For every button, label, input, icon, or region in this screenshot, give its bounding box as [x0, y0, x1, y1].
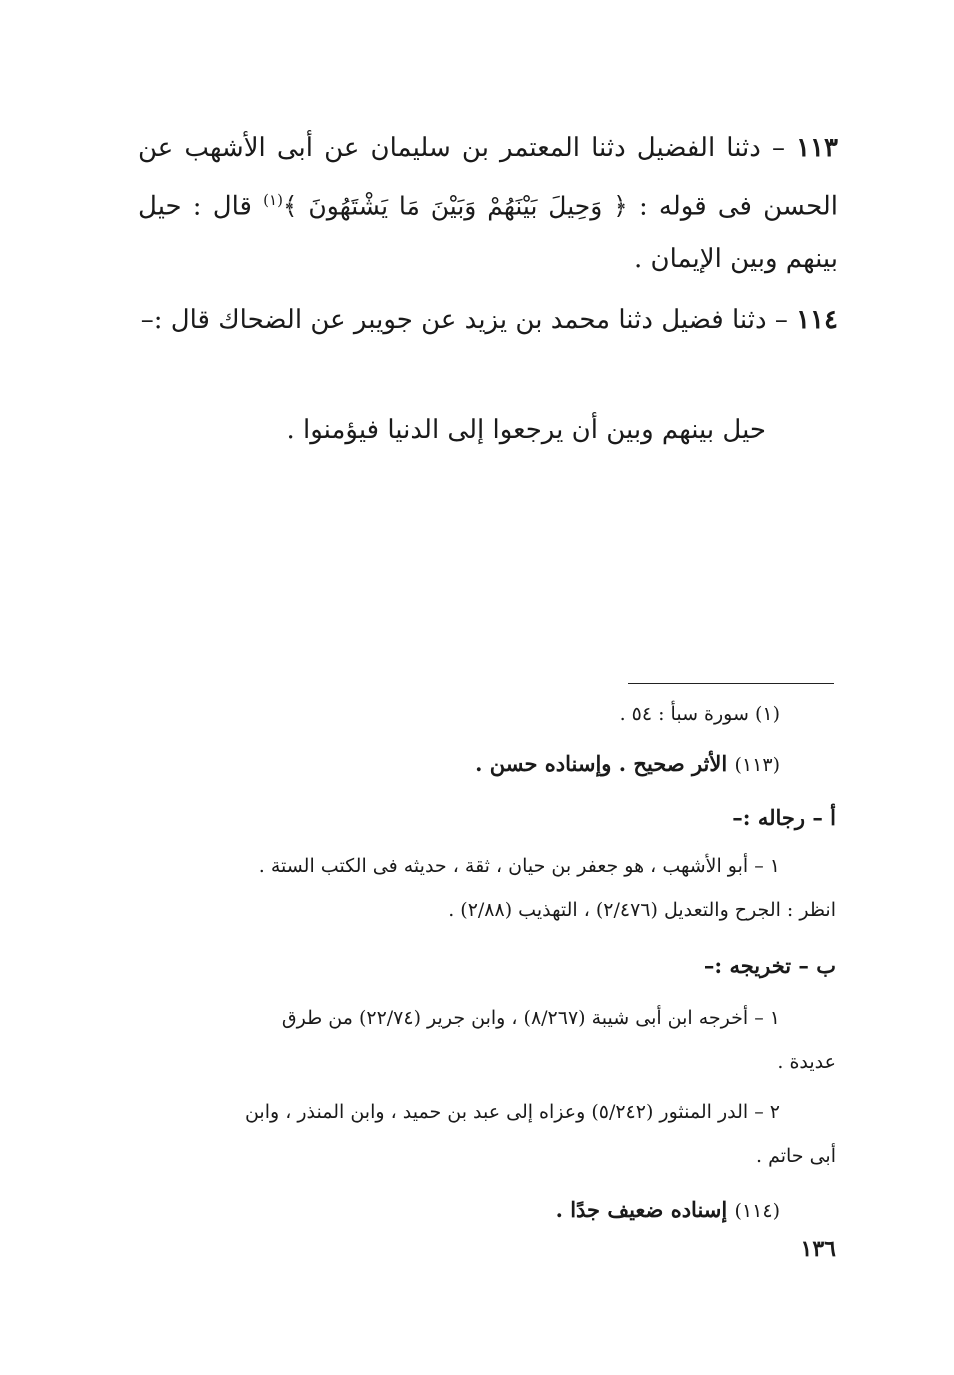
footnote-divider	[628, 683, 834, 684]
note-113	[138, 742, 836, 787]
entry-number: ١١٤	[796, 305, 838, 335]
takhrij-note-line: عديدة .	[777, 1051, 836, 1073]
entry-dash: –	[760, 133, 797, 163]
hadith-entry-114	[138, 294, 838, 346]
note-label: (١١٤)	[734, 1200, 780, 1222]
narrator-note-line: انظر : الجرح والتعديل (٢/٤٧٦) ، التهذيب (٢/٨٨) .	[448, 899, 836, 921]
page-number: ١٣٦	[800, 1236, 836, 1262]
entry-number: ١١٣	[796, 133, 838, 163]
quoted-statement: حيل بينهم وبين أن يرجعوا إلى الدنيا فيؤمنوا .	[286, 415, 766, 445]
note-label: (١١٣)	[734, 754, 780, 776]
narrator-note-line: ١ – أبو الأشهب ، هو جعفر بن حيان ، ثقة ، حديثه فى الكتب الستة .	[258, 855, 780, 877]
takhrij-note-line: ٢ – الدر المنثور (٥/٢٤٢) وعزاه إلى عبد بن حميد ، وابن المنذر ، وابن	[244, 1101, 780, 1123]
note-114	[138, 1188, 836, 1233]
note-grading: إسناده ضعيف جدًا .	[555, 1197, 735, 1222]
entry-text-continued: قال : حيل بينهم وبين الإيمان .	[138, 191, 838, 274]
entry-dash: –	[766, 305, 797, 335]
takhrij-note-line: ١ – أخرجه ابن أبى شيبة (٨/٢٦٧) ، وابن جرير (٢٢/٧٤) من طرق	[281, 1007, 780, 1029]
footnote-1: (١) سورة سبأ : ٥٤ .	[619, 703, 780, 725]
quran-verse: ﴿ وَحِيلَ بَيْنَهُمْ وَبَيْنَ مَا يَشْتَهُونَ ﴾	[282, 191, 628, 221]
section-heading-narrators: أ – رجاله :–	[732, 805, 836, 830]
note-grading: الأثر صحيح . وإسناده حسن .	[475, 751, 735, 776]
hadith-entry-113	[138, 122, 838, 285]
section-heading-takhrij: ب – تخريجه :–	[703, 953, 836, 978]
footnote-reference: (١)	[263, 191, 283, 209]
entry-text: دثنا فضيل دثنا محمد بن يزيد عن جويبر عن الضحاك قال :–	[140, 305, 767, 335]
entry-text: دثنا الفضيل دثنا المعتمر بن سليمان عن أبى الأشهب عن الحسن فى قوله :	[138, 133, 838, 222]
footnotes-section	[138, 692, 836, 1222]
takhrij-note-line: أبى حاتم .	[756, 1145, 836, 1167]
